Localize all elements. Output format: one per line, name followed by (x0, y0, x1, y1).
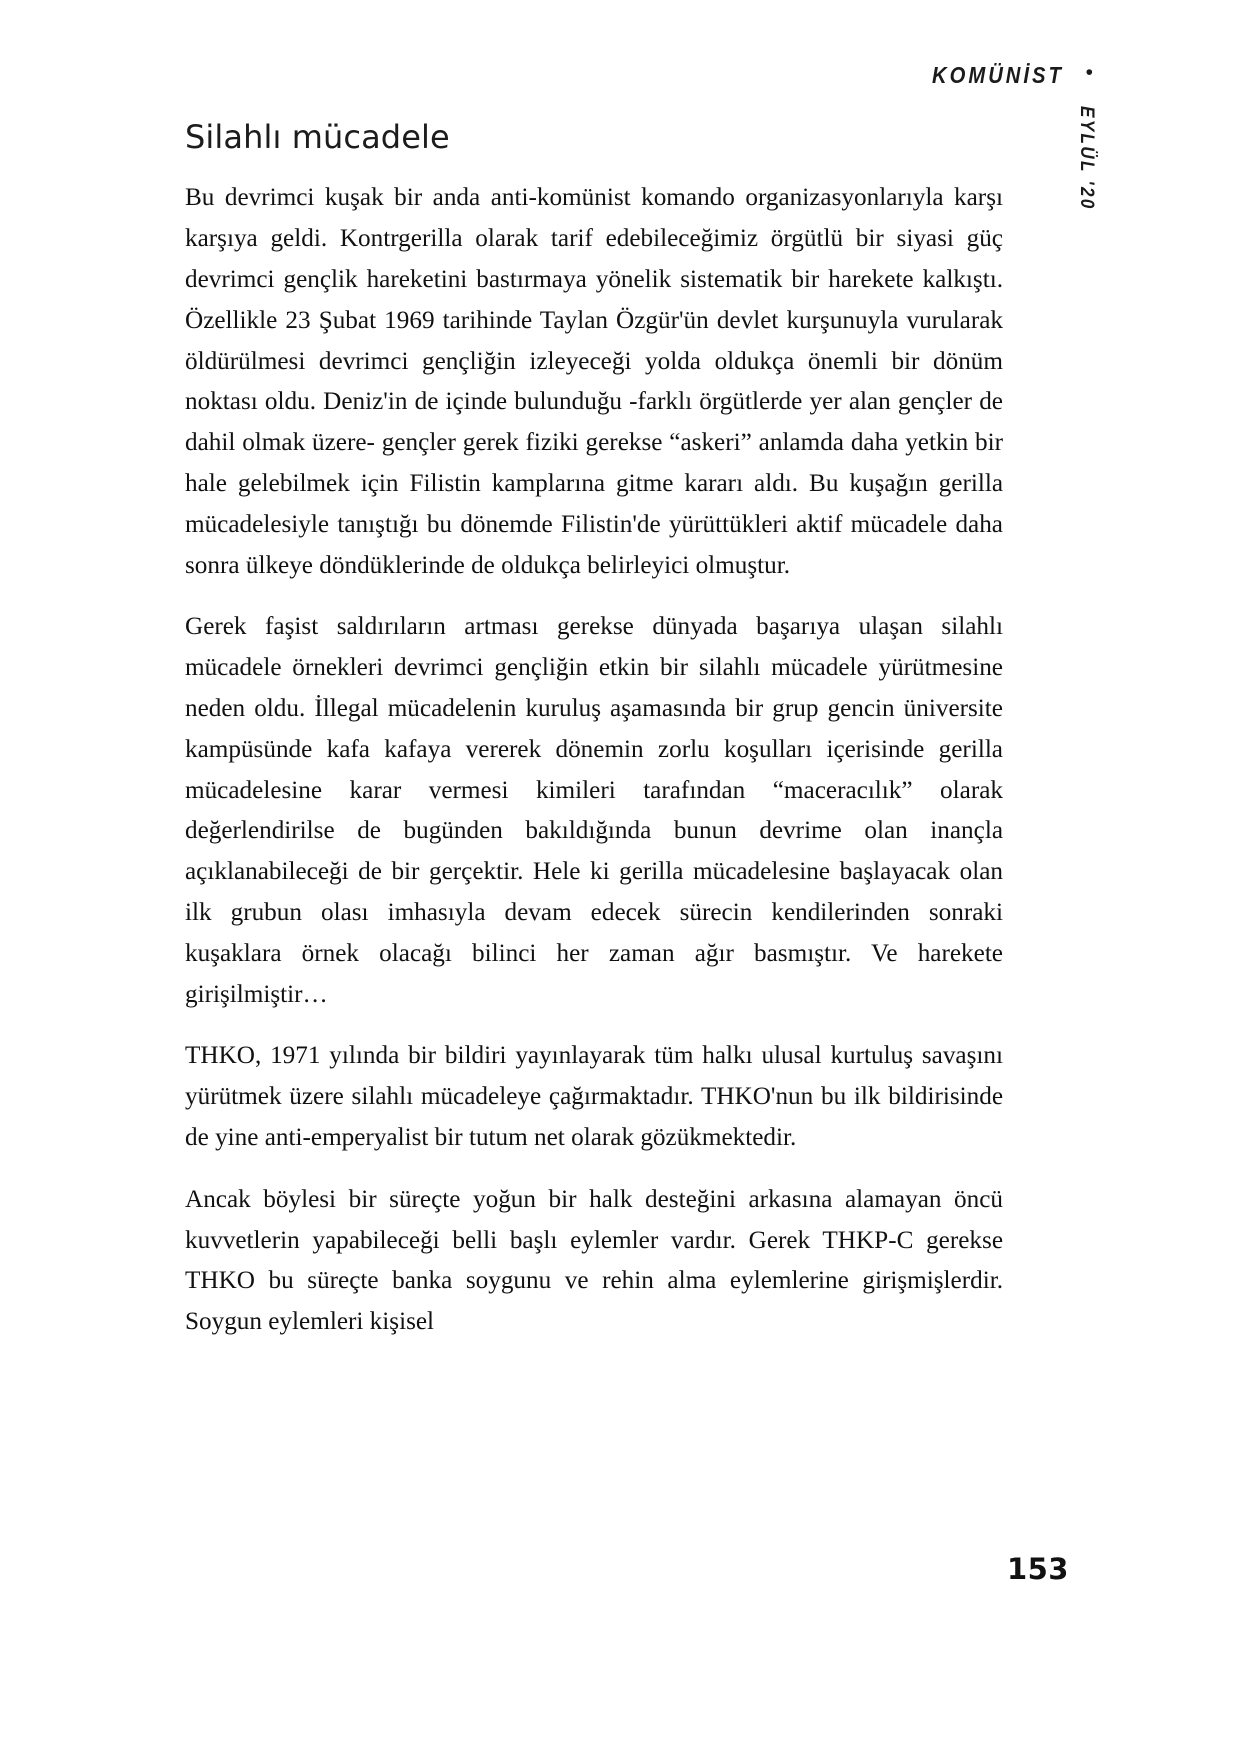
issue-date: EYLÜL '20 (1076, 106, 1097, 211)
body-paragraph: Ancak böylesi bir süreçte yoğun bir halk desteğini arkasına alamayan öncü kuvvetlerin yapabileceği belli başlı eylemler vardır. Gerek THKP-C gerekse THKO bu süreçte banka soygunu ve rehin alma eylemlerine girişmişlerdir. Soygun eylemleri kişisel (185, 1185, 1003, 1336)
body-paragraph: THKO, 1971 yılında bir bildiri yayınlayarak tüm halkı ulusal kurtuluş savaşını yürütmek üzere silahlı mücadeleye çağırmaktadır. THKO'nun bu ilk bildirisinde de yine anti-emperyalist bir tutum net olarak gözükmektedir. (185, 1042, 1003, 1151)
body-paragraph: Bu devrimci kuşak bir anda anti-komünist komando organizasyonlarıyla karşı karşıya geldi. Kontrgerilla olarak tarif edebileceğimiz örgütlü bir siyasi güç devrimci gençlik hareketini bastırmaya yönelik sistematik bir harekete kalkıştı. Özellikle 23 Şubat 1969 tarihinde Taylan Özgür'ün devlet kurşunuyla vurularak öldürülmesi devrimci gençliğin izleyeceği yolda oldukça önemli bir dönüm noktası oldu. Deniz'in de içinde bulunduğu -farklı örgütlerde yer alan gençler de dahil olmak üzere- gençler gerek fiziki gerekse “askeri” anlamda daha yetkin bir hale gelebilmek için Filistin kamplarına gitme kararı aldı. Bu kuşağın gerilla mücadelesiyle tanıştığı bu dönemde Filistin'de yürüttükleri aktif mücadele daha sonra ülkeye döndüklerinde de oldukça belirleyici olmuştur. (185, 184, 1003, 579)
issue-date-container (1071, 104, 1111, 264)
running-header (923, 62, 1093, 89)
body-paragraph: Gerek faşist saldırıların artması gerekse dünyada başarıya ulaşan silahlı mücadele örnekleri devrimci gençliğin etkin bir silahlı mücadele yürütmesine neden oldu. İllegal mücadelenin kuruluş aşamasında bir grup gencin üniversite kampüsünde kafa kafaya vererek dönemin zorlu koşulları içerisinde gerilla mücadelesine karar vermesi kimileri tarafından “maceracılık” olarak değerlendirilse de bugünden bakıldığında bunun devrime olan inançla açıklanabileceği de bir gerçektir. Hele ki gerilla mücadelesine başlayacak olan ilk grubun olası imhasıyla devam edecek sürecin kendilerinden sonraki kuşaklara örnek olacağı bilinci her zaman ağır basmıştır. Ve harekete girişilmiştir… (185, 613, 1003, 1008)
section-heading: Silahlı mücadele (185, 118, 450, 156)
text-column (185, 118, 1003, 1343)
publication-title: KOMÜNİST (931, 62, 1064, 88)
bullet-separator-icon: • (1085, 61, 1093, 84)
page-number: 153 (1006, 1552, 1069, 1586)
